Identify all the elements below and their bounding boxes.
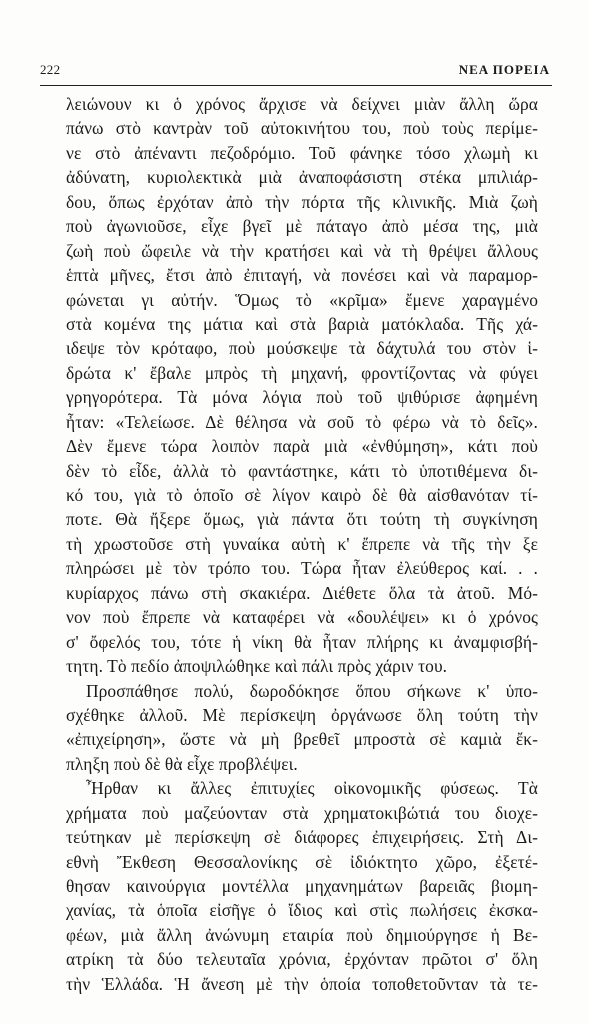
text-line: πληρώσει μὲ τὸν τρόπο του. Τώρα ἦταν ἐλεύθερος καί. . . xyxy=(66,558,538,579)
text-line: στὰ κομένα της μάτια καὶ στὰ βαριὰ ματόκλαδα. Τῆς χά- xyxy=(66,313,538,334)
text-line: τὴ χρωστοῦσε στὴ γυναίκα αὐτὴ κ' ἔπρεπε νὰ τῆς τὴν ξε xyxy=(66,533,538,554)
text-line: δρώτα κ' ἔβαλε μπρὸς τὴ μηχανή, φροντίζοντας νὰ φύγει xyxy=(66,362,538,383)
text-line: πληξη ποὺ δὲ θὰ εἶχε προβλέψει. xyxy=(66,753,298,774)
text-line: χανίας, τὰ ὁποῖα εἰσῆγε ὁ ἴδιος καὶ στὶς πωλήσεις ἐκσκα- xyxy=(66,900,538,921)
text-line: κό του, γιὰ τὸ ὁποῖο σὲ λίγον καιρὸ δὲ θὰ αἰσθανόταν τί- xyxy=(66,485,538,505)
text-line: ζωὴ ποὺ ὤφειλε νὰ τὴν κρατήσει καὶ νὰ τὴ θρέψει ἄλλους xyxy=(66,240,538,261)
text-line: σ' ὄφελός του, τότε ἡ νίκη θὰ ἦταν πλήρης κι ἀναμφισβή- xyxy=(66,631,538,652)
text-line: νον ποὺ ἔπρεπε νὰ καταφέρει νὰ «δουλέψει» κι ὁ χρόνος xyxy=(66,607,538,628)
text-line: ποὺ ἀγωνιοῦσε, εἶχε βγεῖ μὲ πάταγο ἀπὸ μέσα της, μιὰ xyxy=(66,216,538,237)
page-number: 222 xyxy=(40,62,61,77)
text-line: γρηγορότερα. Τὰ μόνα λόγια ποὺ τοῦ ψιθύρισε ἀφημένη xyxy=(66,387,538,408)
body-text xyxy=(66,92,538,996)
text-line: «ἐπιχείρηση», ὥστε νὰ μὴ βρεθεῖ μπροστὰ σὲ καμιὰ ἔκ- xyxy=(66,729,538,750)
text-line: σχέθηκε ἀλλοῦ. Μὲ περίσκεψη ὀργάνωσε ὅλη τούτη τὴν xyxy=(66,704,538,725)
text-line: κυρίαρχος πάνω στὴ σκακιέρα. Διέθετε ὅλα τὰ ἀτοῦ. Μό- xyxy=(66,582,538,603)
text-line: ἦταν: «Τελείωσε. Δὲ θέλησα νὰ σοῦ τὸ φέρω νὰ τὸ δεῖς». xyxy=(66,411,538,432)
text-line: ποτε. Θὰ ἤξερε ὅμως, γιὰ πάντα ὅτι τούτη τὴ συγκίνηση xyxy=(66,509,538,530)
text-line: Δὲν ἔμενε τώρα λοιπὸν παρὰ μιὰ «ἐνθύμηση», κάτι ποὺ xyxy=(66,436,538,457)
running-head xyxy=(40,62,550,84)
text-line: Ἦρθαν κι ἄλλες ἐπιτυχίες οἰκονομικῆς φύσεως. Τὰ xyxy=(86,778,538,799)
text-line: φώνεται γι αὐτήν. Ὅμως τὸ «κρῖμα» ἔμενε χαραγμένο xyxy=(66,289,538,310)
text-line: ατρίκη τὰ δύο τελευταῖα χρόνια, ἐρχόνταν πρῶτοι σ' ὅλη xyxy=(66,949,538,970)
text-line: ιδεψε τὸν κρόταφο, ποὺ μούσκεψε τὰ δάχτυλά του στὸν ἱ- xyxy=(66,338,538,359)
text-line: λειώνουν κι ὁ χρόνος ἄρχισε νὰ δείχνει μιὰν ἄλλη ὥρα xyxy=(66,94,538,114)
text-line: ἀδύνατη, κυριολεκτικὰ μιὰ ἀναποφάσιστη στέκα μπιλιάρ- xyxy=(66,167,538,188)
text-line: τεύτηκαν μὲ περίσκεψη σὲ διάφορες ἐπιχειρήσεις. Στὴ Δι- xyxy=(66,827,538,848)
text-line: δου, ὅπως ἐρχόταν ἀπὸ τὴν πόρτα τῆς κλινικῆς. Μιὰ ζωὴ xyxy=(66,191,538,212)
text-line: θησαν καινούργια μοντέλλα μηχανημάτων βαρειᾶς βιομη- xyxy=(66,876,538,896)
text-line: ἑπτὰ μῆνες, ἔτσι ἀπὸ ἐπιταγή, νὰ πονέσει καὶ νὰ παραμορ- xyxy=(66,265,538,286)
text-line: φέων, μιὰ ἄλλη ἀνώνυμη εταιρία ποὺ δημιούργησε ἡ Βε- xyxy=(66,924,538,945)
text-line: πάνω στὸ καντρὰν τοῦ αὐτοκινήτου του, ποὺ τοὺς περίμε- xyxy=(66,118,538,139)
text-line: τὴν Ἑλλάδα. Ἡ ἄνεση μὲ τὴν ὁποία τοποθετοῦνταν τὰ τε- xyxy=(66,973,538,994)
text-line: χρήματα ποὺ μαζεύονταν στὰ χρηματοκιβώτιά του διοχε- xyxy=(66,802,538,823)
header-rule xyxy=(40,85,552,86)
text-line: τητη. Τὸ πεδίο ἀποψιλώθηκε καὶ πάλι πρὸς χάριν του. xyxy=(66,656,448,677)
text-line: δὲν τὸ εἶδε, ἀλλὰ τὸ φαντάστηκε, κάτι τὸ ὑποτιθέμενα δι- xyxy=(66,460,538,481)
text-line: νε στὸ ἀπέναντι πεζοδρόμιο. Τοῦ φάνηκε τόσο χλωμὴ κι xyxy=(66,142,538,163)
text-line: εθνὴ Ἔκθεση Θεσσαλονίκης σὲ ἰδιόκτητο χῶρο, ἐξετέ- xyxy=(66,851,538,872)
journal-title: ΝΕΑ ΠΟΡΕΙΑ xyxy=(458,62,550,77)
text-line: Προσπάθησε πολύ, δωροδόκησε ὅπου σήκωνε κ' ὑπο- xyxy=(86,680,538,701)
